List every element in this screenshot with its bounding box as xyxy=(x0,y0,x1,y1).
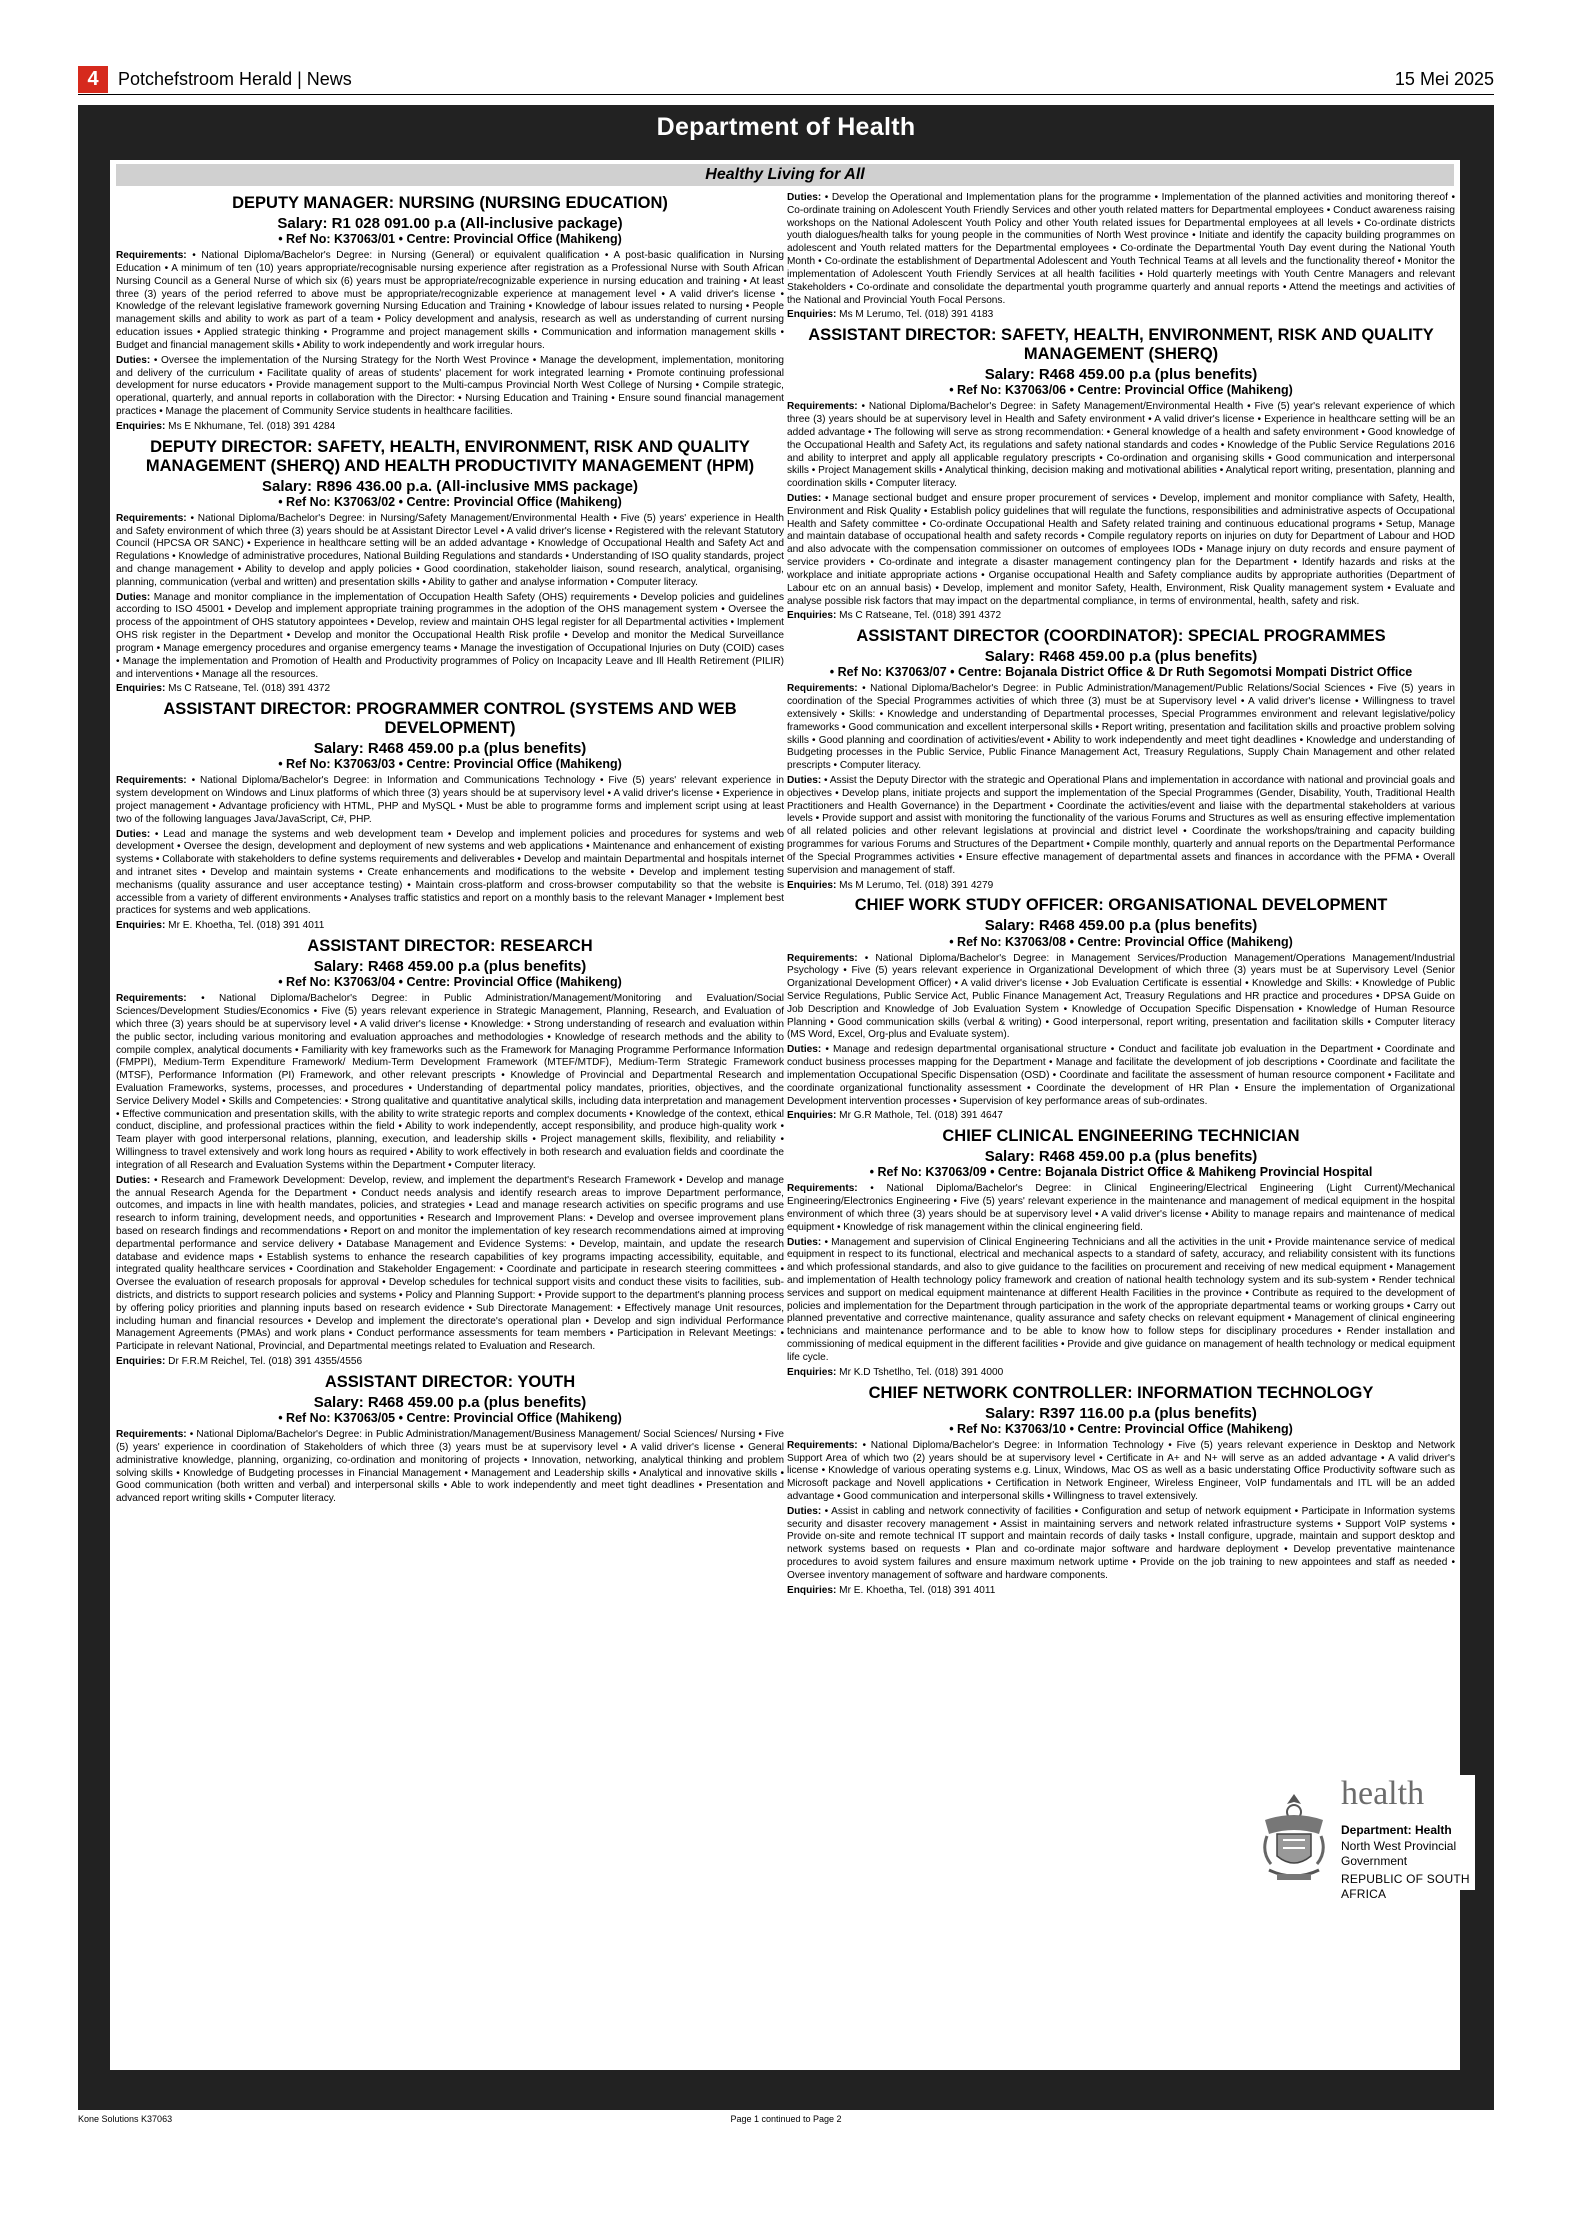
department-logo xyxy=(1255,1775,1475,1902)
requirements-paragraph xyxy=(787,1183,1455,1234)
post-salary: Salary: R397 116.00 p.a (plus benefits) xyxy=(985,1404,1257,1422)
enquiries-paragraph xyxy=(787,610,1455,623)
duties-paragraph xyxy=(787,1044,1455,1108)
requirements-text: • National Diploma/Bachelor's Degree: in Information Technology • Five (5) years relevant experience in Desktop and Network Support Area of which two (2) years should be at supervisory level • Certificate in A+ and N+ will serve as an added advantage • A valid driver's license • Knowledge of various operating systems e.g. Linux, Windows, Mac OS as well as a basic understating Office Productivity software such as Microsoft package and Novell applications • Certification in Network Engineer, Wireless Engineer, VoIP fundamentals and ITL will be an added advantage • Good communication and interpersonal skills • Willingness to travel extensively. xyxy=(787,1439,1456,1502)
post-title: ASSISTANT DIRECTOR: SAFETY, HEALTH, ENVIRONMENT, RISK AND QUALITY MANAGEMENT (SHERQ) xyxy=(808,326,1434,364)
post-salary: Salary: R468 459.00 p.a (plus benefits) xyxy=(984,1148,1258,1166)
post-title: CHIEF NETWORK CONTROLLER: INFORMATION TECHNOLOGY xyxy=(868,1383,1374,1402)
enquiries-paragraph xyxy=(787,880,1455,893)
post-reference: • Ref No: K37063/02 • Centre: Provincial Office (Mahikeng) xyxy=(278,494,622,509)
post-reference: • Ref No: K37063/05 • Centre: Provincial Office (Mahikeng) xyxy=(278,1411,622,1426)
coat-of-arms-icon xyxy=(1255,1790,1333,1885)
duties-label: Duties: xyxy=(787,192,822,203)
issue-date: 15 Mei 2025 xyxy=(1394,69,1494,89)
requirements-paragraph xyxy=(116,1429,784,1506)
enquiries-paragraph xyxy=(787,1585,1455,1598)
enquiries-label: Enquiries: xyxy=(116,1356,166,1368)
advert-heading: Department of Health xyxy=(656,113,916,141)
right-column xyxy=(787,192,1455,1602)
requirements-label: Requirements: xyxy=(116,1429,187,1441)
requirements-paragraph xyxy=(116,993,784,1172)
duties-label: Duties: xyxy=(787,775,822,787)
department-line: Department: Health xyxy=(1341,1823,1452,1837)
job-advert xyxy=(78,105,1494,2110)
publication-name: Potchefstroom Herald | News xyxy=(118,69,352,89)
requirements-paragraph xyxy=(116,513,784,590)
requirements-label: Requirements: xyxy=(116,993,187,1005)
page-number: 4 xyxy=(78,66,108,93)
duties-text: Manage and monitor compliance in the implementation of Occupation Health Safety (OHS) requirements • Develop policies and guidelines according to ISO 45001 • Develop and implement appropriate training programmes in the adoption of the OHS management system • Oversee the process of the appointment of OHS statutory appointees • Develop, review and maintain OHS legal register for all Departmental activities • Implement OHS risk register in the Department • Develop and monitor the Occupational Health Risk profile • Develop and monitor the Medical Surveillance program • Manage emergency procedures and organise emergency teams • Manage the investigation of Occupational Injuries on Duty (COID) cases • Manage the implementation and Promotion of Health and Productivity programmes of Policy on Incapacity Leave and Ill Health Retirement (PILIR) and interventions • Manage all the resources. xyxy=(116,591,784,680)
post-title: DEPUTY MANAGER: NURSING (NURSING EDUCATION) xyxy=(232,194,668,212)
post-title: ASSISTANT DIRECTOR: RESEARCH xyxy=(307,937,593,956)
requirements-text: • National Diploma/Bachelor's Degree: in Public Administration/Management/Public Relations/Social Sciences • Five (5) years in coordination of the Special Programmes activities of which three (3) must be at Supervisory level • A valid driver's license • Willingness to travel extensively • Skills: • Knowledge and understanding of Departmental processes, Special Programmes environment and relevant legislative/policy frameworks • Good communication and excellent interpersonal skills • Report writing, presentation and facilitation skills and proactive problem solving skills • Good planning and coordination of activities/event • Ability to work independently and meet tight deadlines • Knowledge and understanding of Budgeting processes in the Public Service, Public Finance Management Act, Treasury Regulations, Supply Chain Management and other related prescripts • Computer literacy. xyxy=(787,683,1455,772)
enquiries-text: Ms M Lerumo, Tel. (018) 391 4183 xyxy=(839,309,994,321)
masthead xyxy=(78,66,1494,95)
post-salary: Salary: R468 459.00 p.a (plus benefits) xyxy=(984,648,1258,666)
vacancy-post xyxy=(787,896,1455,1123)
country-line: REPUBLIC OF SOUTH AFRICA xyxy=(1341,1871,1470,1902)
requirements-text: • National Diploma/Bachelor's Degree: in Management Services/Production Management/Operations Management/Industrial Psychology • Five (5) years relevant experience in Organizational Development of which three (3) years must be at Supervisory Level (Senior Organizational Development Officer) • A valid driver's license • Job Evaluation Certificate is essential • Knowledge and Skills: • Knowledge of Public Service Regulations, Public Service Act, Public Finance Management Act, Treasury Regulations and HR practice and procedures • DPSA Guide on Job Description and Knowledge of Job Evaluation System • Knowledge of Occupation Specific Dispensation • Knowledge of Human Resource Planning • Good communication skills (verbal & writing) • Good interpersonal, report writing, presentation and facilitation skills • Computer literacy (MS Word, Excel, Org-plus and Evaluate system). xyxy=(787,952,1455,1041)
duties-text: • Management and supervision of Clinical Engineering Technicians and all the activities in the unit • Provide maintenance service of medical equipment in respect to its functional, electrical and mechanical aspects to a standard of safety, accuracy, and reliability consistent with its functions and which professional standards, and also to give guidance to the facilities on procurement and receiving of new medical equipment • Management and implementation of Health technology policy framework and creation of national health technology system and its sub-system • Render technical services and support on medical equipment maintenance at different Health Facilities in the province • Contribute as required to the development of policies and implementation for the Department through participation in the work of the appropriate departmental teams or working groups • Carry out planned preventative and corrective maintenance, quality assurance and safety checks on relevant equipment • Management of clinical engineering technicians and maintenance performance and to be able to know how to follow steps for disciplinary procedures • Render installation and commissioning of medical equipment in the different facilities • Provide and give guidance on management of health technology or medical equipment life cycle. xyxy=(787,1236,1455,1363)
post-title: CHIEF WORK STUDY OFFICER: ORGANISATIONAL DEVELOPMENT xyxy=(854,896,1388,915)
enquiries-text: Mr K.D Tshetlho, Tel. (018) 391 4000 xyxy=(839,1366,1004,1378)
enquiries-label: Enquiries: xyxy=(116,920,166,932)
enquiries-label: Enquiries: xyxy=(116,683,166,695)
requirements-paragraph xyxy=(787,401,1455,491)
duties-label: Duties: xyxy=(116,828,151,840)
enquiries-label: Enquiries: xyxy=(116,420,166,432)
duties-label: Duties: xyxy=(787,1236,822,1248)
post-reference: • Ref No: K37063/07 • Centre: Bojanala District Office & Dr Ruth Segomotsi Mompati District Office xyxy=(829,665,1413,680)
vacancy-post xyxy=(787,1384,1455,1598)
vacancy-post xyxy=(787,192,1455,322)
duties-text: • Assist in cabling and network connectivity of facilities • Configuration and setup of network equipment • Participate in Information systems security and disaster recovery management • Assist in maintaining servers and network related infrastructure systems • Support VoIP systems • Provide on-site and remote technical IT support and maintain records of daily tasks • Install configure, upgrade, maintain and support desktop and network systems based on requests • Plan and co-ordinate major software and hardware deployment • Develop preventative maintenance procedures to avoid system failures and ensure maximum network uptime • Provide on the job training to new appointees and staff as needed • Oversee inventory management of software and hardware components. xyxy=(787,1505,1456,1581)
duties-paragraph xyxy=(116,355,784,419)
requirements-paragraph xyxy=(787,683,1455,773)
enquiries-label: Enquiries: xyxy=(787,1110,837,1122)
post-reference: • Ref No: K37063/06 • Centre: Provincial Office (Mahikeng) xyxy=(949,383,1293,398)
vacancy-post xyxy=(116,194,784,434)
post-salary: Salary: R468 459.00 p.a (plus benefits) xyxy=(313,958,587,976)
enquiries-text: Ms C Ratseane, Tel. (018) 391 4372 xyxy=(839,610,1002,622)
post-salary: Salary: R468 459.00 p.a (plus benefits) xyxy=(984,366,1258,384)
requirements-label: Requirements: xyxy=(787,952,858,964)
requirements-text: • National Diploma/Bachelor's Degree: in Clinical Engineering/Electrical Engineering (Light Current)/Mechanical Engineering/Electronics Engineering • Five (5) years' relevant experience in the maintenance and management of medical equipment in the hospital environment of which three (3) years should be at supervisory level • A valid driver's license • Ability to manage repairs and maintenance of medical equipment • Knowledge of risk management within the clinical engineering field. xyxy=(787,1183,1455,1233)
duties-paragraph xyxy=(787,775,1455,878)
post-reference: • Ref No: K37063/04 • Centre: Provincial Office (Mahikeng) xyxy=(278,975,622,990)
post-title: DEPUTY DIRECTOR: SAFETY, HEALTH, ENVIRONMENT, RISK AND QUALITY MANAGEMENT (SHERQ) AND HEALTH PRODUCTIVITY MANAGEMENT (HPM) xyxy=(145,437,755,475)
enquiries-paragraph xyxy=(787,1110,1455,1123)
enquiries-text: Mr E. Khoetha, Tel. (018) 391 4011 xyxy=(839,1584,996,1596)
enquiries-paragraph xyxy=(116,421,784,434)
requirements-label: Requirements: xyxy=(787,1439,858,1451)
enquiries-label: Enquiries: xyxy=(787,1584,837,1596)
vacancy-post xyxy=(116,438,784,697)
enquiries-text: Dr F.R.M Reichel, Tel. (018) 391 4355/4556 xyxy=(168,1356,363,1368)
duties-text: • Manage and redesign departmental organisational structure • Conduct and facilitate job evaluation in the Department • Coordinate and conduct business processes mapping for the Department • Manage and facilitate the development of job descriptions • Coordinate and facilitate the implementation Occupational Specific Dispensation (OSD) • Coordinate and facilitate the assessment of human resource component • Facilitate and coordinate organizational functionality assessment • Coordinate the development of HR Plan • Ensure the implementation of Organizational Development intervention processes • Supervision of key performance areas of sub-ordinates. xyxy=(787,1044,1455,1107)
post-salary: Salary: R1 028 091.00 p.a (All-inclusive package) xyxy=(277,214,623,232)
requirements-text: • National Diploma/Bachelor's Degree: in Public Administration/Management/Monitoring and Evaluation/Social Sciences/Development Studies/Economics • Five (5) years relevant experience in Strategic Management, Planning, Research, and Evaluation of which three (3) years should be at supervisory level • A valid driver's license • Knowledge: • Strong understanding of research and evaluation within the public sector, including various monitoring and evaluation approaches and methodologies • Knowledge of research methods and the ability to compile complex, analytical documents • Familiarity with key frameworks such as the Framework for Managing Programme Performance Information (FMPPI), Medium-Term Expenditure Framework/ Medium-Term Development Framework (MTEF/MTDF), Medium-Term Strategic Framework (MTSF), Performance Information (PI) Framework, and other relevant prescripts • Knowledge of Provincial and Departmental Research and Evaluation Frameworks, systems, processes, and procedures • Understanding of departmental policy mandates, priorities, objectives, and the Service Delivery Model • Skills and Competencies: • Strong qualitative and quantitative analytical skills, including data interpretation and management • Effective communication and presentation skills, with the ability to write strategic reports and complex documents • Knowledge of the context, ethical conduct, discipline, and professional practices within the field • Ability to work independently, accept responsibility, and produce high-quality work • Team player with good interpersonal relations, planning, execution, and leadership skills • Project management skills, flexibility, and reliability • Willingness to travel extensively and work long hours as required • Ability to work effectively in both research and evaluation fields and coordinate the integration of all Research and Evaluation Systems within the Department • Computer literacy. xyxy=(116,993,784,1171)
requirements-label: Requirements: xyxy=(116,250,187,262)
enquiries-text: Ms M Lerumo, Tel. (018) 391 4279 xyxy=(839,879,994,891)
footer-continuation: Page 1 continued to Page 2 xyxy=(730,2114,842,2124)
enquiries-paragraph xyxy=(787,309,1455,322)
post-reference: • Ref No: K37063/08 • Centre: Provincial Office (Mahikeng) xyxy=(949,934,1293,949)
requirements-paragraph xyxy=(116,250,784,353)
requirements-text: • National Diploma/Bachelor's Degree: in Information and Communications Technology • Five (5) years' relevant experience in system development on Windows and Linux platforms of which three (3) years should be at supervisory level • A valid driver's license • Experience in project management • Advantage proficiency with HTML, PHP and MySQL • Must be able to programme forms and implement script using at least two of the following languages Java/JavaScript, C#, PHP. xyxy=(116,775,785,825)
vacancy-post xyxy=(787,326,1455,623)
post-title: ASSISTANT DIRECTOR: YOUTH xyxy=(324,1372,576,1391)
enquiries-paragraph xyxy=(787,1367,1455,1380)
duties-text: • Manage sectional budget and ensure proper procurement of services • Develop, implement and monitor compliance with Safety, Health, Environment and Risk Quality • Establish policy guidelines that will regulate the functions, responsibilities and administrative aspects of Occupational Health and Safety committee • Co-ordinate Occupational Health and Safety related training and continuous educational programs • Setup, Manage and maintain database of occupational health and safety records • Compile regulatory reports on injuries on duty for Department of Labour and HOD and also advocate with the compensation commissioner on outcomes of employees IODs • Manage injury on duty records and ensure payment of service providers • Co-ordinate and integrate a disaster management contingency plan for the Department • Identify hazards and risks at the workplace and initiate appropriate actions • Organise occupational Health and Safety compliance audits by appropriate authorities (Department of Labour etc on an annual basis) • Develop, implement and monitor Safety, Health, Environment, Risk Quality management system • Evaluate and analyse possible risk factors that may impact on the departmental compliance, in terms of environmental, health, safety and risk. xyxy=(787,493,1455,607)
duties-label: Duties: xyxy=(787,1505,822,1517)
government-line: North West Provincial Government xyxy=(1341,1838,1457,1869)
enquiries-paragraph xyxy=(116,1356,784,1369)
duties-label: Duties: xyxy=(116,1174,151,1186)
enquiries-text: Ms C Ratseane, Tel. (018) 391 4372 xyxy=(168,683,331,695)
post-salary: Salary: R468 459.00 p.a (plus benefits) xyxy=(313,740,587,758)
duties-label: Duties: xyxy=(787,493,822,504)
duties-paragraph xyxy=(787,192,1455,307)
post-reference: • Ref No: K37063/03 • Centre: Provincial Office (Mahikeng) xyxy=(278,757,622,772)
enquiries-text: Mr E. Khoetha, Tel. (018) 391 4011 xyxy=(168,920,325,932)
enquiries-text: Ms E Nkhumane, Tel. (018) 391 4284 xyxy=(168,420,336,432)
vacancy-post xyxy=(116,937,784,1369)
post-salary: Salary: R468 459.00 p.a (plus benefits) xyxy=(984,917,1258,935)
advert-body xyxy=(110,160,1470,2070)
duties-paragraph xyxy=(116,1175,784,1354)
duties-label: Duties: xyxy=(787,1044,822,1056)
enquiries-label: Enquiries: xyxy=(787,879,837,891)
post-title: ASSISTANT DIRECTOR (COORDINATOR): SPECIAL PROGRAMMES xyxy=(856,627,1386,646)
duties-label: Duties: xyxy=(116,354,151,366)
requirements-text: • National Diploma/Bachelor's Degree: in Safety Management/Environmental Health • Five (5) year's relevant experience of which three (3) years should be at supervisory level in Health and Safety environment • A valid driver's license • Experience in healthcare setting will be an added advantage • The following will serve as strong recommendation: • General knowledge of a health and safety environment • Good knowledge of the Occupational Health and Safety Act, its regulations and safety national standards and codes • Knowledge of the Public Service Regulations 2016 and ability to interpret and apply all applicable regulatory prescripts • Co-ordination and organising skills • Good communication and interpersonal skills • Project Management skills • Analytical thinking, decision making and motivational abilities • Analytical report writing, presentation, planning and coordination skills • Computer literacy. xyxy=(787,401,1455,490)
vacancy-post xyxy=(116,1373,784,1506)
page-footer xyxy=(78,2114,1494,2128)
post-salary: Salary: R468 459.00 p.a (plus benefits) xyxy=(313,1393,587,1411)
enquiries-paragraph xyxy=(116,683,784,696)
duties-text: • Research and Framework Development: Develop, review, and implement the department's Research Framework • Develop and manage the annual Research Agenda for the Department • Conduct needs analysis and identify research areas to improve Department performance, outcomes, and impacts in line with health mandates, policies, and strategies • Lead and manage research activities on specific programs and use research to inform training, development needs, and opportunities • Research and Improvement Plans: • Develop and oversee improvement plans based on research findings and recommendations • Report on and monitor the implementation of key research recommendations aimed at improving departmental performance and service delivery • Database Management and Evidence Systems: • Develop, maintain, and update the research database and evidence maps • Establish systems to enhance the research capabilities of key programs impacting accessibility, equitable, and integrated quality healthcare services • Coordination and Stakeholder Engagement: • Coordinate and participate in research steering committees • Oversee the evaluation of research proposals for approval • Develop schedules for technical support visits and conduct these visits to facilities, sub-districts, and districts to support research policies and systems • Policy and Planning Support: • Provide support to the department's planning process by offering policy priorities and planning inputs based on research evidence • Sub Directorate Management: • Effectively manage Unit resources, including human and financial resources • Develop and implement the directorate's operational plan • Develop and sign individual Performance Management Agreements (PMAs) and work plans • Conduct performance assessments for team members • Participation in Relevant Meetings: • Participate in relevant National, Provincial, and Departmental meetings related to Evaluation and Research. xyxy=(116,1174,784,1353)
duties-paragraph xyxy=(787,1237,1455,1365)
left-column xyxy=(116,192,784,1510)
vacancy-post xyxy=(787,627,1455,892)
requirements-paragraph xyxy=(116,775,784,826)
requirements-label: Requirements: xyxy=(116,775,187,787)
enquiries-label: Enquiries: xyxy=(787,1366,837,1378)
duties-paragraph xyxy=(787,493,1455,608)
duties-text: • Develop the Operational and Implementation plans for the programme • Implementation of the planned activities and monitoring thereof • Co-ordinate training on Adolescent Youth Friendly Services and other youth related matters for Departmental employees • Conduct awareness raising workshops on the National Adolescent Youth Policy and other Youth related issues for Departmental employees at all levels • Co-ordinate districts youth dialogues/health talks for young people in the communities of North West province • Initiate and identify the capacity building programmes on adolescent and Youth related matters for the Departmental employees • Co-ordinate the Departmental Youth Day event during the National Youth Month • Co-ordinate the establishment of Departmental Adolescent and Youth Technical Teams at all levels and the functionality thereof • Monitor the implementation of Adolescent Youth Friendly Services at all health facilities • Hold quarterly meetings with Youth Centre Managers and relevant Stakeholders • Co-ordinate and consolidate the departmental youth programme quarterly and annual reports • Attend the meetings and activities of the National and Provincial Youth Focal Persons. xyxy=(787,192,1456,306)
vacancy-post xyxy=(787,1127,1455,1379)
duties-label: Duties: xyxy=(116,591,151,603)
duties-paragraph xyxy=(787,1506,1455,1583)
requirements-text: • National Diploma/Bachelor's Degree: in Public Administration/Management/Business Management/ Social Sciences/ Nursing • Five (5) years' experience in coordination of Stakeholders of which three (3) years must be at supervisory level • A valid driver's license • General administrative knowledge, planning, organizing, co-ordination and monitoring of projects • Innovation, networking, analytical thinking and problem solving skills • Knowledge of Budgeting processes in Financial Management • Management and Leadership skills • Analytical and innovative skills • Good communication (both written and verbal) and interpersonal skills • Able to work independently and meet tight deadlines • Presentation and advanced report writing skills • Computer literacy. xyxy=(116,1429,784,1505)
post-reference: • Ref No: K37063/01 • Centre: Provincial Office (Mahikeng) xyxy=(278,232,622,247)
duties-text: • Lead and manage the systems and web development team • Develop and implement policies and procedures for systems and web development • Oversee the design, development and deployment of new systems and web applications • Maintenance and enhancement of existing systems • Collaborate with stakeholders to define systems requirements and deliverables • Develop and maintain Departmental and hospitals internet and intranet sites • Develop and maintain systems • Create enhancements and modifications to the website • Develop and implement testing mechanisms (quality assurance and user acceptance testing) • Maintain cross-platform and cross-browser computability so that the website is accessible from a variety of different environments • Analyses traffic statistics and report on a monthly basis to the relevant Manager • Implement best practices for systems and web applications. xyxy=(116,828,784,917)
health-wordmark: health xyxy=(1341,1775,1425,1812)
requirements-label: Requirements: xyxy=(116,512,187,524)
department-name xyxy=(1341,1823,1481,1903)
requirements-paragraph xyxy=(787,1440,1455,1504)
duties-paragraph xyxy=(116,592,784,682)
footer-agency: Kone Solutions K37063 xyxy=(78,2114,173,2124)
duties-text: • Oversee the implementation of the Nursing Strategy for the North West Province • Manage the development, implementation, monitoring and delivery of the curriculum • Facilitate quality of areas of students' placement for work integrated learning • Promote continuing professional development for nurse educators • Provide management support to the Multi-campus Provincial North West College of Nursing • Compile strategic, operational, quarterly, and annual reports in collaboration with the Director: • Nursing Education and Training • Ensure sound financial management practices • Manage the placement of Community Service students in healthcare facilities. xyxy=(116,354,785,417)
vacancy-post xyxy=(116,700,784,933)
slogan-band: Healthy Living for All xyxy=(116,164,1454,186)
post-reference: • Ref No: K37063/10 • Centre: Provincial Office (Mahikeng) xyxy=(949,1421,1293,1436)
requirements-label: Requirements: xyxy=(787,683,858,695)
enquiries-label: Enquiries: xyxy=(787,309,837,321)
enquiries-paragraph xyxy=(116,920,784,933)
post-title: CHIEF CLINICAL ENGINEERING TECHNICIAN xyxy=(942,1127,1300,1146)
requirements-label: Requirements: xyxy=(787,1183,858,1195)
post-salary: Salary: R896 436.00 p.a. (All-inclusive MMS package) xyxy=(262,477,638,495)
requirements-text: • National Diploma/Bachelor's Degree: in Nursing/Safety Management/Environmental Health • Five (5) years' experience in Health and Safety environment of which three (3) years should be at Assistant Director Level • A valid driver's license • Registered with the relevant Statutory Council (HPCSA OR SANC) • Experience in healthcare setting will be an added advantage • Knowledge of Occupational Health and Safety Act and Regulations • Knowledge of administrative procedures, National Building Regulations and standards • Understanding of ISO quality standards, project and change management • Ability to develop and apply policies • Good coordination, stakeholder liaison, sound research, analytical, organising, planning, communication (verbal and written) and presentation skills • Ability to gather and analyse information • Computer literacy. xyxy=(116,512,784,588)
requirements-text: • National Diploma/Bachelor's Degree: in Nursing (General) or equivalent qualification • A post-basic qualification in Nursing Education • A minimum of ten (10) years appropriate/recognisable nursing experience after registration as a Professional Nurse with South African Nursing Council as a General Nurse of which six (6) years must be appropriate/recognizable experience in nursing education and training • At least three (3) years of the period referred to above must be appropriate/recognizable experience at management level • A valid driver's license • Knowledge of the relevant legislative framework governing Nursing Education and Training • Knowledge of labour issues related to nursing • People management skills and ability to work as part of a team • Policy development and analysis, research as well as understanding of current nursing education issues • Applied strategic thinking • Programme and project management skills • Communication and information management skills • Budget and financial management skills • Ability to work independently and work irregular hours. xyxy=(116,250,784,351)
post-title: ASSISTANT DIRECTOR: PROGRAMMER CONTROL (SYSTEMS AND WEB DEVELOPMENT) xyxy=(163,700,737,738)
enquiries-label: Enquiries: xyxy=(787,610,837,622)
requirements-paragraph xyxy=(787,953,1455,1043)
duties-text: • Assist the Deputy Director with the strategic and Operational Plans and implementation in accordance with national and provincial goals and objectives • Develop plans, initiate projects and support the implementation of the Special Programmes (Gender, Disability, Youth, Traditional Health Practitioners and Health Governance) in the Department • Coordinate the activities/event and liaise with the departmental stakeholders at various levels • Provide support and assist with monitoring the functionality of the various Forums and Structures as well as ensuring effective implementation of all related policies and other relevant legislations at provincial and district level • Coordinate the workshops/training and capacity building programmes for various Forums and Structures of the Department • Compile monthly, quarterly and annual reports on the Departmental Performance of the Special Programmes activities • Ensure effective management of departmental assets and finances in accordance with the PFMA • Overall supervision and management of staff. xyxy=(787,775,1455,876)
enquiries-text: Mr G.R Mathole, Tel. (018) 391 4647 xyxy=(839,1110,1003,1122)
requirements-label: Requirements: xyxy=(787,401,858,413)
post-reference: • Ref No: K37063/09 • Centre: Bojanala District Office & Mahikeng Provincial Hospital xyxy=(869,1165,1373,1180)
duties-paragraph xyxy=(116,829,784,919)
